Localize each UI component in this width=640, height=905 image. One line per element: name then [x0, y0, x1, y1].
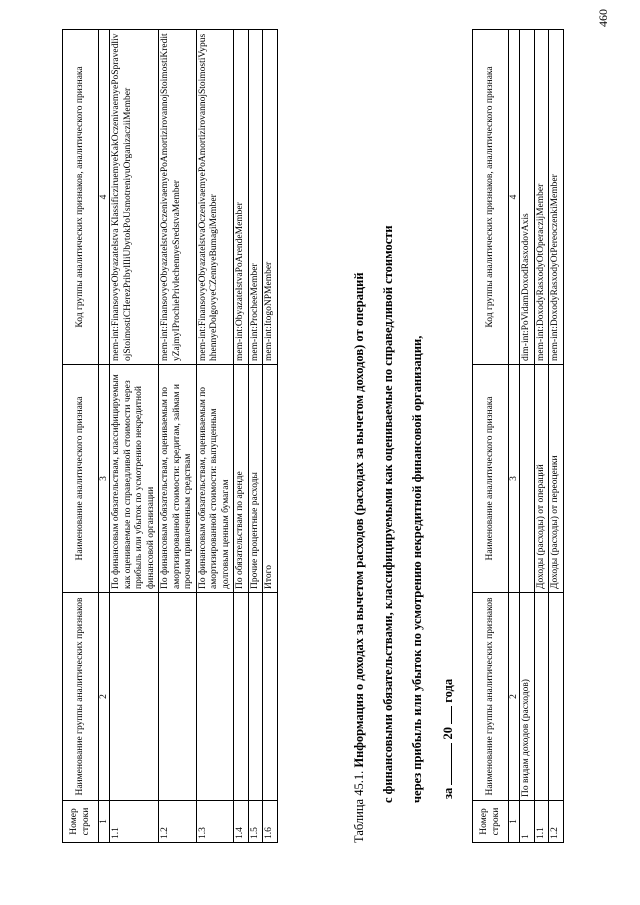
group-cell — [263, 593, 278, 801]
feature-cell: По финансовым обязательствам, оцениваемым по амортизированной стоимости: кредитам, займам и прочим привлеченным средствам — [159, 365, 197, 593]
row-number: 1.2 — [549, 801, 564, 843]
row-number: 1.3 — [196, 801, 234, 843]
column-number: 1 — [99, 801, 110, 843]
header-feature-name: Наименование аналитического признака — [63, 365, 99, 593]
row-number: 1 — [520, 801, 535, 843]
feature-cell: По финансовым обязательствам, оцениваемым по амортизированной стоимости: выпущенным долговым ценным бумагам — [196, 365, 234, 593]
code-cell: mem-int:DoxodyRasxodyOtPereoczenkiMember — [549, 30, 564, 365]
table-row — [110, 30, 159, 843]
page-number: 460 — [596, 9, 610, 27]
table-row — [248, 30, 263, 843]
header-code: Код группы аналитических признаков, аналитического признака — [63, 30, 99, 365]
header-row-number: Номер строки — [63, 801, 99, 843]
header-row-number: Номер строки — [473, 801, 509, 843]
column-number: 2 — [509, 593, 520, 801]
header-code: Код группы аналитических признаков, аналитического признака — [473, 30, 509, 365]
table-row — [159, 30, 197, 843]
blank-year[interactable] — [451, 706, 452, 724]
group-cell — [110, 593, 159, 801]
caption-line-3: через прибыль или убыток по усмотрению некредитной финансовой организации, — [410, 335, 424, 803]
group-cell — [159, 593, 197, 801]
feature-cell: Доходы (расходы) от операций — [534, 365, 549, 593]
table-45-top — [62, 29, 278, 843]
group-cell — [534, 593, 549, 801]
group-cell — [234, 593, 249, 801]
code-cell: mem-int:FinansovyeObyazatelstvaOczenivaemyePoAmortizirovannojStoimostiVypushhennyeDolgovyeCZennyeBumagiMember — [196, 30, 234, 365]
column-number: 4 — [99, 30, 110, 365]
feature-cell: Доходы (расходы) от переоценки — [549, 365, 564, 593]
group-cell — [549, 593, 564, 801]
row-number: 1.6 — [263, 801, 278, 843]
table-row — [263, 30, 278, 843]
column-number: 2 — [99, 593, 110, 801]
row-number: 1.1 — [534, 801, 549, 843]
column-number: 1 — [509, 801, 520, 843]
table-row — [549, 30, 564, 843]
code-cell: mem-int:ItogoNPMember — [263, 30, 278, 365]
caption-line-2: с финансовыми обязательствами, классифицируемыми как оцениваемые по справедливой стоимости — [381, 225, 395, 803]
code-cell: mem-int:FinansovyeObyazatelstva KlassificziruemyeKakOczenivaemyePoSpravedlivojStoimostiCHerezPribylIliUbytokPoUsmotreniyuOrganizacziiMember — [110, 30, 159, 365]
row-number: 1.1 — [110, 801, 159, 843]
feature-cell: Итого — [263, 365, 278, 593]
row-number: 1.2 — [159, 801, 197, 843]
row-number: 1.4 — [234, 801, 249, 843]
feature-cell — [520, 365, 535, 593]
table-row — [520, 30, 535, 843]
header-feature-name: Наименование аналитического признака — [473, 365, 509, 593]
feature-cell: По финансовым обязательствам, классифицируемым как оцениваемые по справедливой стоимости через прибыль или убыток по усмотрению некредитной финансовой организации — [110, 365, 159, 593]
caption-year-number: 20 — [441, 726, 455, 740]
row-number: 1.5 — [248, 801, 263, 843]
table-row — [234, 30, 249, 843]
code-cell: mem-int:ObyazatelstvaPoArendeMember — [234, 30, 249, 365]
caption-year-word: года — [441, 678, 455, 703]
group-cell — [248, 593, 263, 801]
column-number: 4 — [509, 30, 520, 365]
caption-za: за — [441, 787, 455, 799]
code-cell: dim-int:PoVidamDoxodRasxodovAxis — [520, 30, 535, 365]
caption-prefix: Таблица 45.1. — [352, 767, 366, 843]
caption-title: Информация о доходах за вычетом расходов (расходах за вычетом доходов) от операций — [352, 272, 366, 768]
code-cell: mem-int:FinansovyeObyazatelstvaOczenivaemyePoAmortizirovannojStoimostiKredityZajmyIProchiePrivlechennyeSredstvaMember — [159, 30, 197, 365]
feature-cell: По обязательствам по аренде — [234, 365, 249, 593]
code-cell: mem-int:ProcheeMember — [248, 30, 263, 365]
blank-period[interactable] — [451, 743, 452, 785]
table-row — [534, 30, 549, 843]
header-group-name: Наименование группы аналитических признаков — [63, 593, 99, 801]
caption-period — [441, 43, 456, 799]
feature-cell: Прочие процентные расходы — [248, 365, 263, 593]
table-row — [196, 30, 234, 843]
table-caption — [352, 43, 456, 843]
column-number: 3 — [99, 365, 110, 593]
caption-line-1 — [352, 43, 367, 843]
group-cell: По видам доходов (расходов) — [520, 593, 535, 801]
column-number: 3 — [509, 365, 520, 593]
code-cell: mem-int:DoxodyRasxodyOtOperaczijMember — [534, 30, 549, 365]
group-cell — [196, 593, 234, 801]
table-45-1 — [472, 29, 564, 843]
header-group-name: Наименование группы аналитических признаков — [473, 593, 509, 801]
